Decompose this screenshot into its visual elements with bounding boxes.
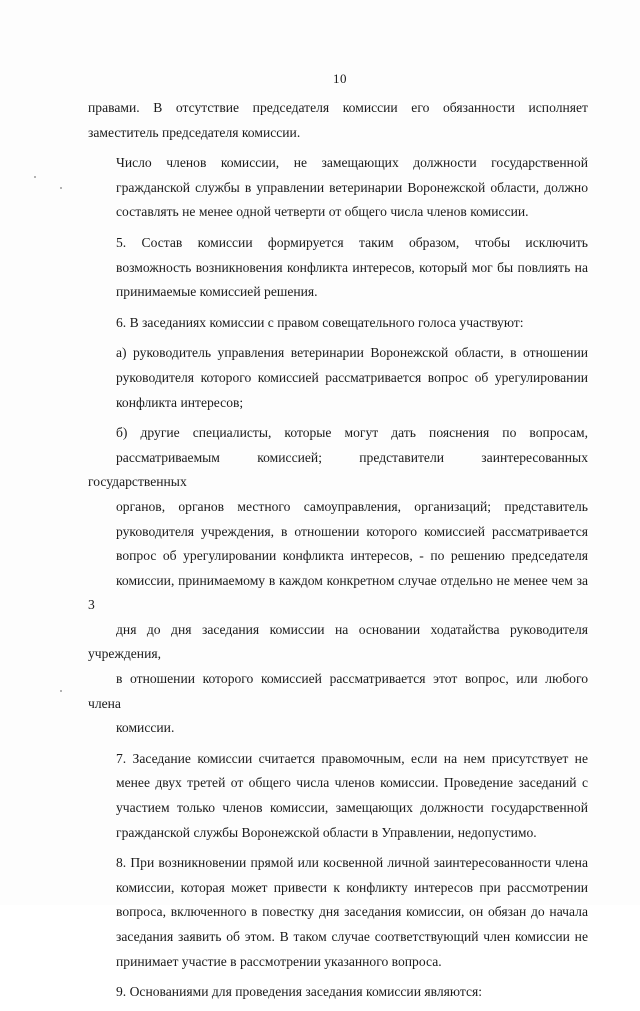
text-line: участием только членов комиссии, замещающих должности государственной bbox=[116, 800, 588, 816]
paragraph bbox=[88, 421, 588, 741]
text-line: правами. В отсутствие председателя комиссии его обязанности исполняет bbox=[88, 100, 588, 115]
text-line: руководителя которого комиссией рассматривается вопрос об урегулировании bbox=[116, 369, 588, 385]
paragraph bbox=[88, 151, 588, 225]
text-line: заместитель председателя комиссии. bbox=[88, 124, 301, 140]
text-line: руководителя учреждения, в отношении которого комиссией рассматривается bbox=[116, 523, 588, 539]
text-line: составлять не менее одной четверти от общего числа членов комиссии. bbox=[116, 204, 529, 220]
paragraph bbox=[88, 747, 588, 845]
text-line: комиссии, которая может привести к конфликту интересов при рассмотрении bbox=[116, 879, 588, 895]
text-line: 9. Основаниями для проведения заседания комиссии являются: bbox=[116, 984, 483, 1000]
scan-speck bbox=[60, 187, 62, 189]
text-line: вопрос об урегулировании конфликта интересов, - по решению председателя bbox=[116, 548, 588, 564]
text-line: конфликта интересов; bbox=[116, 394, 244, 410]
text-line: дня до дня заседания комиссии на основании ходатайства руководителя учреждения, bbox=[88, 621, 588, 662]
scan-speck bbox=[60, 690, 62, 692]
paragraph bbox=[88, 311, 588, 336]
paragraph bbox=[88, 341, 588, 415]
text-line: а) руководитель управления ветеринарии Воронежской области, в отношении bbox=[116, 345, 588, 361]
text-line: вопроса, включенного в повестку дня заседания комиссии, он обязан до начала bbox=[116, 904, 588, 920]
text-line: б) другие специалисты, которые могут дать пояснения по вопросам, bbox=[116, 425, 588, 441]
text-line: органов, органов местного самоуправления, организаций; представитель bbox=[116, 498, 588, 514]
text-line: в отношении которого комиссией рассматривается этот вопрос, или любого члена bbox=[88, 671, 588, 711]
text-line: гражданской службы в управлении ветеринарии Воронежской области, должно bbox=[116, 179, 588, 195]
text-line: принимает участие в рассмотрении указанного вопроса. bbox=[116, 953, 442, 969]
text-line: 7. Заседание комиссии считается правомочным, если на нем присутствует не bbox=[116, 750, 588, 766]
paragraph bbox=[88, 96, 588, 145]
text-line: 8. При возникновении прямой или косвенной личной заинтересованности члена bbox=[116, 855, 588, 871]
paragraph bbox=[88, 231, 588, 305]
text-line: 6. В заседаниях комиссии с правом совещательного голоса участвуют: bbox=[116, 314, 524, 330]
text-line: заседания заявить об этом. В таком случае соответствующий член комиссии не bbox=[116, 929, 588, 944]
text-line: менее двух третей от общего числа членов комиссии. Проведение заседаний с bbox=[116, 775, 588, 791]
scan-speck bbox=[34, 176, 36, 178]
text-line: комиссии. bbox=[116, 720, 175, 736]
text-line: комиссии, принимаемому в каждом конкретном случае отдельно не менее чем за 3 bbox=[88, 572, 588, 613]
text-line: принимаемые комиссией решения. bbox=[116, 284, 318, 300]
paragraph bbox=[88, 980, 588, 1005]
text-line: возможность возникновения конфликта интересов, который мог бы повлиять на bbox=[116, 259, 588, 275]
page-number: 10 bbox=[333, 71, 347, 86]
text-line: 5. Состав комиссии формируется таким образом, чтобы исключить bbox=[116, 234, 588, 250]
text-line: рассматриваемым комиссией; представители заинтересованных государственных bbox=[88, 449, 588, 490]
text-line: гражданской службы Воронежской области в Управлении, недопустимо. bbox=[116, 824, 537, 840]
document-body bbox=[88, 96, 588, 1011]
text-line: Число членов комиссии, не замещающих должности государственной bbox=[116, 155, 588, 171]
paragraph bbox=[88, 851, 588, 974]
